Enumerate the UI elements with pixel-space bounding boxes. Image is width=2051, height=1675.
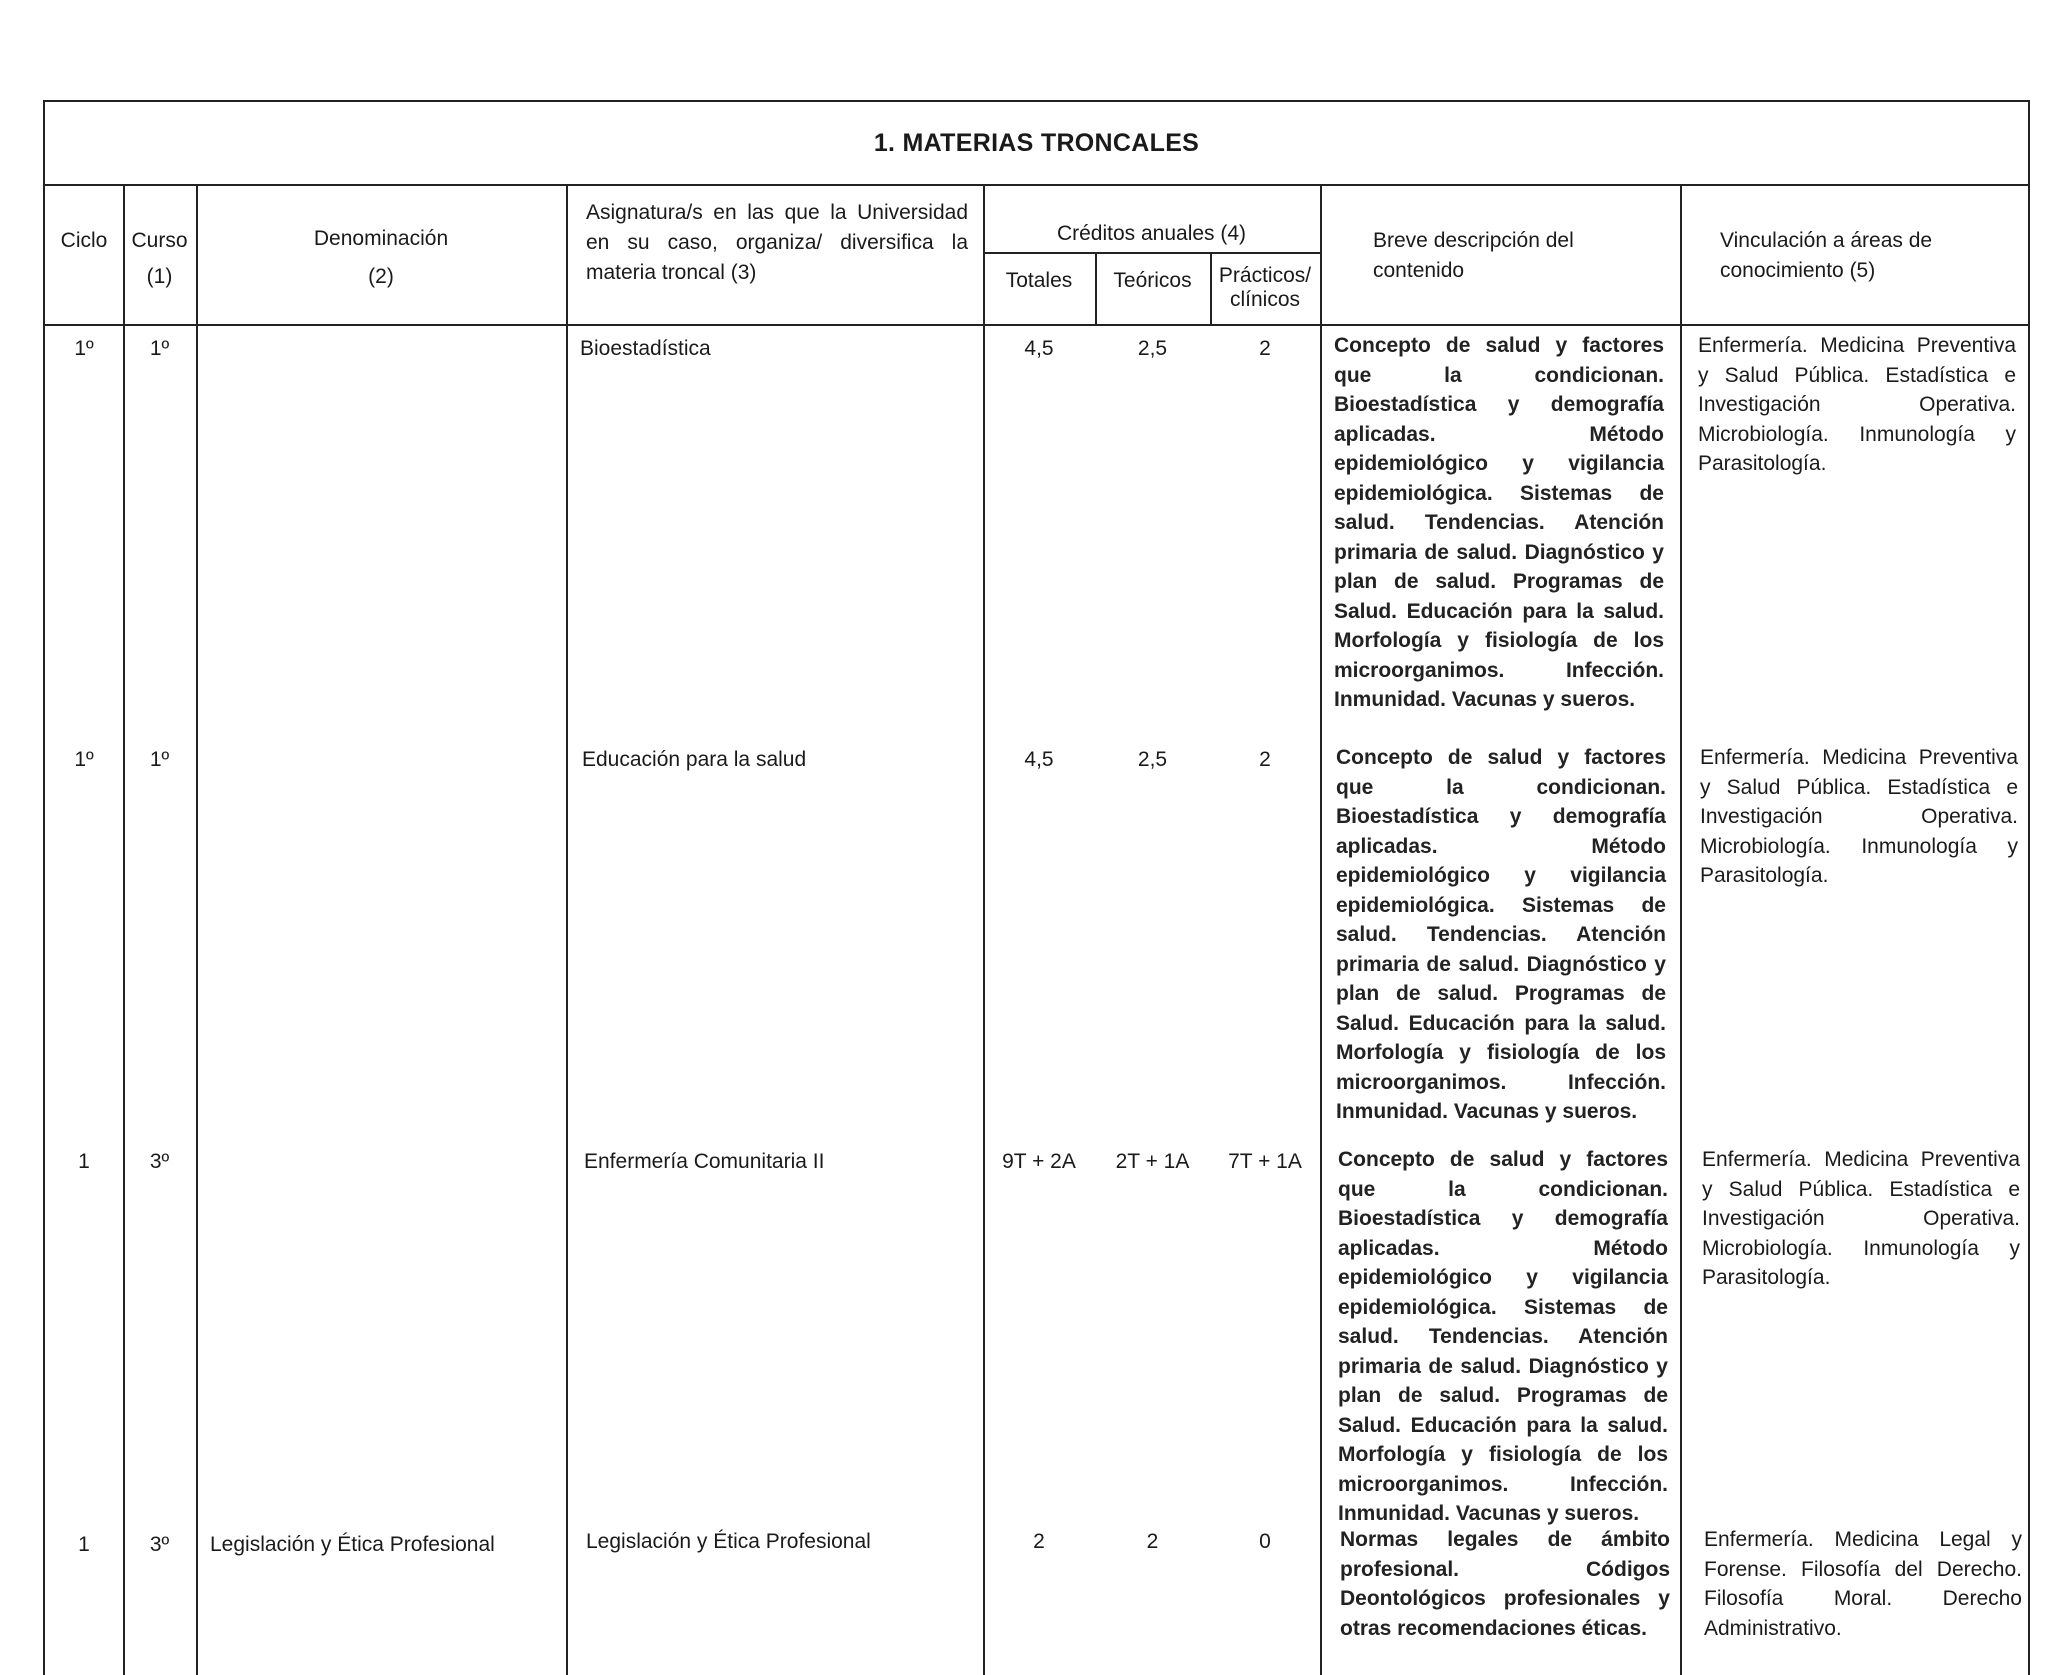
row-teoricos: 2 xyxy=(1146,1530,1159,1553)
row-practicos: 0 xyxy=(1259,1530,1271,1553)
row-totales: 4,5 xyxy=(1024,748,1054,771)
row-vinculacion: Enfermería. Medicina Preventiva y Salud Pública. Estadística e Investigación Operativa. Microbiología. Inmunología y Parasitología. xyxy=(1700,746,2018,887)
row-denominacion: Legislación y Ética Profesional xyxy=(210,1533,495,1556)
header-vinculacion: Vinculación a áreas de conocimiento (5) xyxy=(1720,229,1933,282)
row-teoricos: 2,5 xyxy=(1137,748,1168,771)
header-denominacion: Denominación xyxy=(313,227,449,250)
troncales-table xyxy=(43,100,2030,1675)
header-bottom-line xyxy=(45,324,2030,326)
table-title: 1. MATERIAS TRONCALES xyxy=(873,128,1200,157)
col-separator xyxy=(196,186,198,1675)
col-separator xyxy=(123,186,125,1675)
row-asignatura: Educación para la salud xyxy=(582,748,807,771)
row-ciclo: 1 xyxy=(78,1533,90,1556)
row-totales: 4,5 xyxy=(1024,337,1054,360)
row-practicos: 2 xyxy=(1259,337,1271,360)
row-curso: 3º xyxy=(149,1533,170,1556)
row-ciclo: 1 xyxy=(78,1150,90,1173)
row-vinculacion: Enfermería. Medicina Preventiva y Salud Pública. Estadística e Investigación Operativa. Microbiología. Inmunología y Parasitología. xyxy=(1702,1148,2020,1289)
header-creditos: Créditos anuales (4) xyxy=(1056,222,1247,245)
row-curso: 1º xyxy=(149,748,170,771)
row-totales: 2 xyxy=(1033,1530,1045,1553)
col-separator xyxy=(1320,186,1322,1675)
header-teoricos: Teóricos xyxy=(1113,269,1192,292)
col-separator xyxy=(1680,186,1682,1675)
row-descripcion: Concepto de salud y factores que la condicionan. Bioestadística y demografía aplicadas. Método epidemiológico y vigilancia epidemiológica. Sistemas de salud. Tendencias. Atención primaria de salud. Diagnóstico y plan de salud. Programas de Salud. Educación para la salud. Morfología y fisiología de los microorganimos. Infección. Inmunidad. Vacunas y sueros. xyxy=(1334,334,1664,711)
row-vinculacion: Enfermería. Medicina Legal y Forense. Filosofía del Derecho. Filosofía Moral. Derecho Administrativo. xyxy=(1704,1528,2022,1640)
header-descripcion: Breve descripción del contenido xyxy=(1373,229,1574,282)
row-curso: 3º xyxy=(149,1150,170,1173)
row-descripcion: Normas legales de ámbito profesional. Códigos Deontológicos profesionales y otras recomendaciones éticas. xyxy=(1340,1528,1670,1640)
row-ciclo: 1º xyxy=(74,337,94,360)
row-teoricos: 2T + 1A xyxy=(1115,1150,1190,1173)
header-curso-note: (1) xyxy=(146,265,173,288)
row-vinculacion: Enfermería. Medicina Preventiva y Salud Pública. Estadística e Investigación Operativa. Microbiología. Inmunología y Parasitología. xyxy=(1698,334,2016,475)
row-ciclo: 1º xyxy=(74,748,94,771)
credit-header-divider xyxy=(983,252,1320,254)
col-separator xyxy=(566,186,568,1675)
table-title-row xyxy=(45,102,2028,186)
row-practicos: 2 xyxy=(1259,748,1271,771)
header-denominacion-note: (2) xyxy=(368,265,394,288)
row-asignatura: Enfermería Comunitaria II xyxy=(584,1150,825,1173)
header-totales: Totales xyxy=(1005,269,1073,292)
col-separator xyxy=(983,186,985,1675)
row-descripcion: Concepto de salud y factores que la condicionan. Bioestadística y demografía aplicadas. Método epidemiológico y vigilancia epidemiológica. Sistemas de salud. Tendencias. Atención primaria de salud. Diagnóstico y plan de salud. Programas de Salud. Educación para la salud. Morfología y fisiología de los microorganimos. Infección. Inmunidad. Vacunas y sueros. xyxy=(1338,1148,1668,1525)
row-teoricos: 2,5 xyxy=(1137,337,1168,360)
header-asignatura: Asignatura/s en las que la Universidad en su caso, organiza/ diversifica la materia troncal (3) xyxy=(586,201,968,284)
row-asignatura: Legislación y Ética Profesional xyxy=(586,1530,871,1553)
row-descripcion: Concepto de salud y factores que la condicionan. Bioestadística y demografía aplicadas. Método epidemiológico y vigilancia epidemiológica. Sistemas de salud. Tendencias. Atención primaria de salud. Diagnóstico y plan de salud. Programas de Salud. Educación para la salud. Morfología y fisiología de los microorganimos. Infección. Inmunidad. Vacunas y sueros. xyxy=(1336,746,1666,1123)
header-ciclo: Ciclo xyxy=(60,229,108,252)
header-practicos: Prácticos/ clínicos xyxy=(1218,264,1312,311)
row-practicos: 7T + 1A xyxy=(1228,1150,1302,1173)
header-curso: Curso xyxy=(131,229,188,252)
row-asignatura: Bioestadística xyxy=(580,337,711,360)
row-totales: 9T + 2A xyxy=(1002,1150,1076,1173)
row-curso: 1º xyxy=(149,337,170,360)
